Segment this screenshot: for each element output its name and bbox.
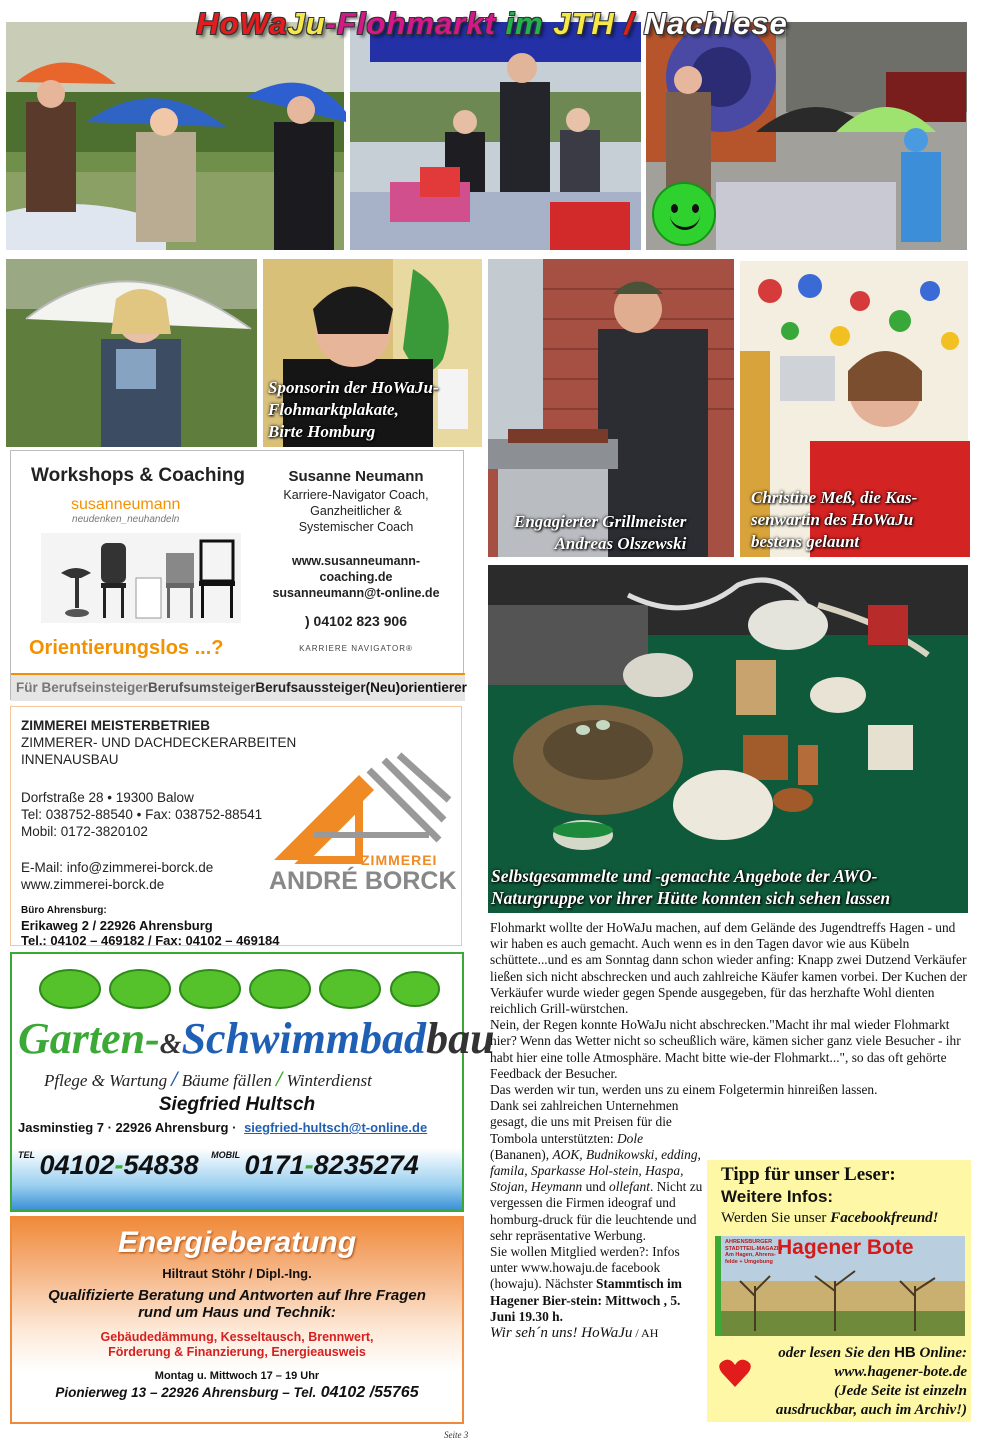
ad-garten: Garten-&Schwimmbadbau Pflege & Wartung / Bäume fällen / Winterdienst Siegfried Hultsch Jasminstieg 7 · 22926 Ahrensburg · siegfried-hultsch@t-online.de $^{TEL}$ 04102-54838 $^{MOBIL}$ 0171-8235274	[10, 952, 464, 1212]
garten-email-link[interactable]: siegfried-hultsch@t-online.de	[244, 1120, 428, 1135]
title-jth: JTH	[553, 6, 615, 41]
hagener-bote-cover: AHRENSBURGER STADTTEIL-MAGAZIN Am Hagen, Ahrens- felde + Umgebung Hagener Bote	[715, 1236, 965, 1336]
page-number: Seite 3	[444, 1430, 469, 1440]
photo-woman-white-umbrella	[6, 259, 257, 447]
ad-energie: Energieberatung Hiltraut Stöhr / Dipl.-Ing. Qualifizierte Beratung und Antworten auf Ihre Fragen rund um Haus und Technik: Gebäudedämmung, Kesseltausch, Brennwert, Förderung & Finanzierung, Energieausweis Montag u. Mittwoch 17 – 19 Uhr Pionierweg 13 – 22926 Ahrensburg – Tel. 04102 /55765	[10, 1216, 464, 1424]
zimmerei-web-link[interactable]: www.zimmerei-borck.de	[21, 877, 165, 892]
title-flohmarkt: -Flohmarkt	[325, 6, 506, 41]
coaching-heading: Workshops & Coaching	[31, 465, 245, 486]
facebook-link[interactable]: Facebookfreund!	[830, 1210, 939, 1226]
caption-sponsor: Sponsorin der HoWaJu- Flohmarktplakate, Birte Homburg	[268, 378, 439, 441]
zimmerei-email-link[interactable]: E-Mail: info@zimmerei-borck.de	[21, 860, 214, 875]
article-paragraph-2: Nein, der Regen konnte HoWaJu nicht abschrecken."Macht ihr mal wieder Flohmarkt hier? Wenn das Wetter nicht so scheußlich wäre, kämen sicher ganz viele Besucher - ihr habt hier eine tolle Atmosphäre. Macht bitte wie-der Flohmarkt...", so das oft gehörte Feedback der Besucher.	[490, 1017, 961, 1081]
photo-umbrella-group	[6, 22, 344, 250]
ad-coaching	[10, 450, 467, 700]
title-slash: /	[614, 6, 644, 41]
coaching-logo: susanneumann neudenken_neuhandeln	[71, 496, 181, 525]
photo-nature-group-table	[488, 565, 968, 913]
caption-grill: Engagierter Grillmeister Andreas Olszewski	[514, 512, 687, 553]
title-howa: HoWa	[196, 6, 288, 41]
article-paragraph-3: Das werden wir tun, werden uns zu einem Folgetermin hinreißen lassen.	[490, 1082, 878, 1098]
coaching-email-link[interactable]: susanneumann@t-online.de	[272, 586, 440, 600]
tip-box: Tipp für unser Leser: Weitere Infos: Werden Sie unser Facebookfreund! AHRENSBURGER STADTTEIL-MAGAZIN Am Hagen, Ahrens- felde + Umgebung Hagener Bote oder lesen Sie den HB Online: www.hagener-bote.de (Jede Seite ist einzeln ausdruckbar, auch im Archiv!)	[707, 1160, 971, 1422]
title-ju: Ju	[287, 6, 326, 41]
title-nachlese: Nachlese	[643, 6, 788, 41]
chairs-illustration	[41, 533, 241, 623]
ad-zimmerei: ZIMMEREI MEISTERBETRIEB ZIMMERER- UND DACHDECKERARBEITEN INNENAUSBAU Dorfstraße 28 • 19300 Balow Tel: 038752-88540 • Fax: 038752-88541 Mobil: 0172-3820102 E-Mail: info@zimmerei-borck.de www.zimmerei-borck.de ZIMMEREI ANDRÉ BORCK Büro Ahrensburg: Erikaweg 2 / 22926 Ahrensburg Tel.: 04102 – 469182 / Fax: 04102 – 469184	[10, 706, 462, 946]
garten-services: Pflege & Wartung / Bäume fällen / Winterdienst	[44, 1066, 372, 1091]
leaf-row	[40, 964, 440, 1014]
coaching-slogan: Orientierungslos ...?	[29, 637, 224, 659]
article-paragraph-1: Flohmarkt wollte der HoWaJu machen, auf dem Gelände des Jugendtreffs Hagen - und wir haben es auch gemacht. Auch wenn es in den Tagen davor wie aus Kübeln schüttete...und es am Sonntag dann schon wieder anfing: Knapp zwei Dutzend Verkäufer ließen sich nicht abschrecken und auch zahlreiche Käufer kamen vorbei. Der Kuchen der Verkäufer wurde wieder gegen Spende ausgegeben, für das herzhafte Wohl dienten reichlich Grill-würstchen.	[490, 920, 968, 1017]
page-title	[0, 4, 984, 44]
coaching-web-link[interactable]: www.susanneumann-coaching.de	[291, 554, 421, 584]
zimmerei-roof-logo	[259, 755, 449, 865]
article-paragraph-5: Sie wollen Mitglied werden?: Infos unter www.howaju.de facebook (howaju). Nächster Stammtisch im Hagener Bier-stein: Mittwoch , 5. Juni 19.30 h.	[490, 1244, 682, 1324]
smiley-icon	[652, 182, 716, 246]
caption-nature: Selbstgesammelte und -gemachte Angebote der AWO- Naturgruppe vor ihrer Hütte konnten sich sehen lassen	[491, 866, 891, 908]
coaching-contact: Susanne Neumann Karriere-Navigator Coach, Ganzheitlicher & Systemischer Coach www.susanneumann-coaching.de susanneumann@t-online.de ) 04102 823 906 KARRIERE NAVIGATOR®	[256, 469, 456, 657]
coaching-footer: Für BerufseinsteigerBerufsumsteigerBerufsaussteiger(Neu)orientierer	[11, 673, 465, 701]
article-paragraph-4: Dank sei zahlreichen Unternehmen gesagt, die uns mit Preisen für die Tombola unterstützten: Dole (Bananen), AOK, Budnikowski, edding, famila, Sparkasse Hol-stein, Haspa, Stojan, Heymann und ollefant. Nicht zu vergessen die Firmen ideograf und homburg-druck für die leuchtende und sehr repräsentative Werbung.	[490, 1098, 703, 1243]
photo-stand-family	[350, 22, 641, 250]
title-im: im	[505, 6, 554, 41]
article-signoff: Wir seh´n uns! HoWaJu / AH	[490, 1325, 659, 1342]
hagener-bote-link[interactable]: www.hagener-bote.de	[834, 1364, 967, 1380]
energie-title: Energieberatung	[117, 1226, 357, 1259]
caption-cashier: Christine Meß, die Kas- senwartin des HoWaJu bestens gelaunt	[751, 488, 918, 551]
garten-title: Garten-&Schwimmbadbau	[18, 1014, 495, 1063]
